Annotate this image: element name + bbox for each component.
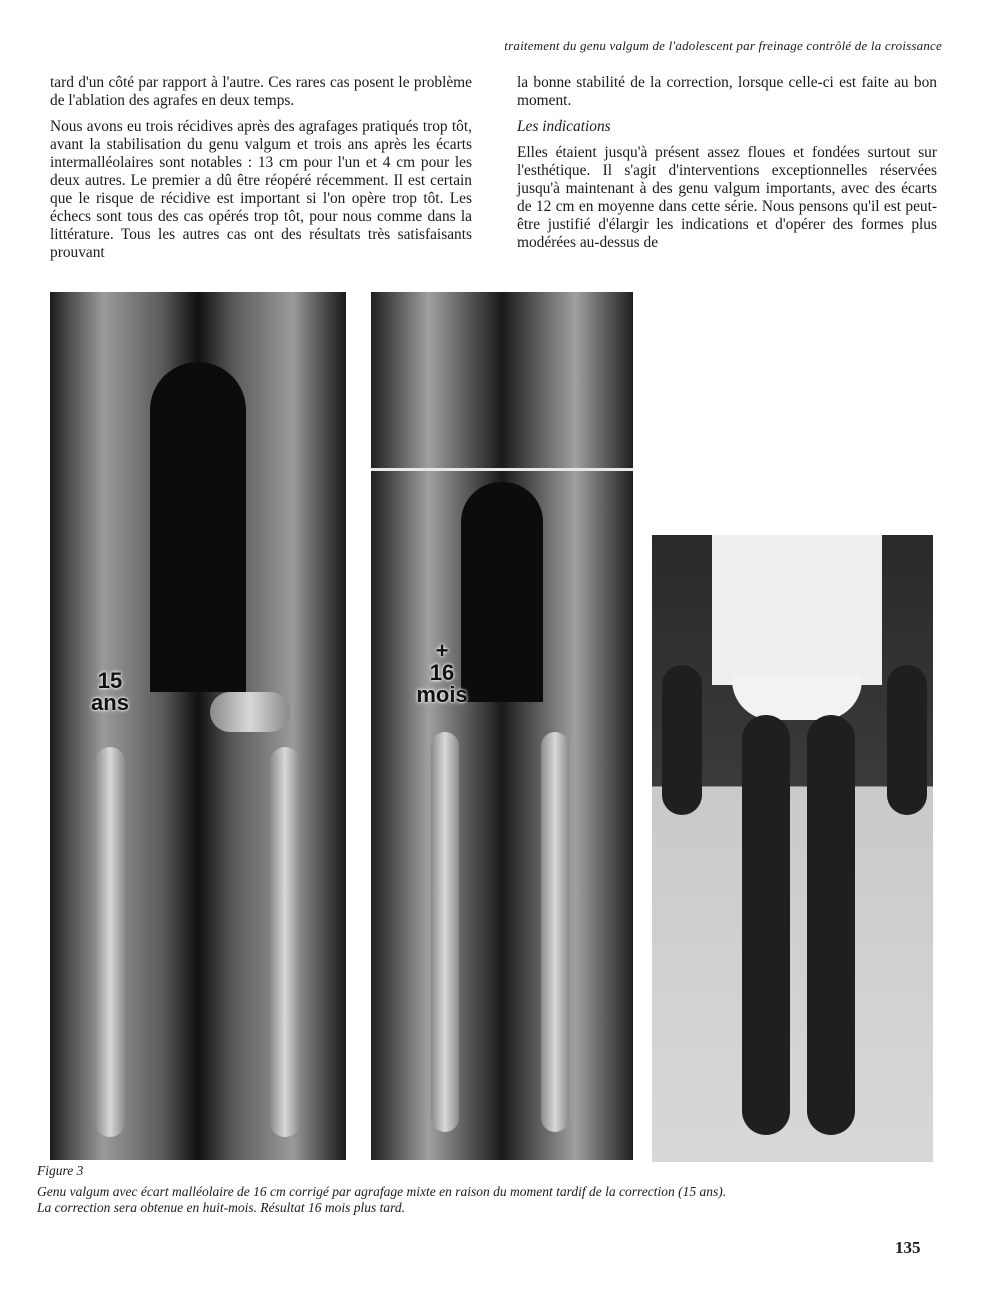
- arm-right: [887, 665, 927, 815]
- section-subheading: Les indications: [517, 118, 611, 135]
- followup-label: + 16 mois: [416, 638, 468, 707]
- left-column: [50, 74, 472, 270]
- arm-left: [662, 665, 702, 815]
- knee-right-femur: [210, 692, 290, 732]
- right-paragraph-1: la bonne stabilité de la correction, lorsque celle-ci est faite au bon moment.: [517, 74, 937, 109]
- xray-image-preop: [50, 292, 346, 1160]
- caption-line-2: La correction sera obtenue en huit-mois. Résultat 16 mois plus tard.: [37, 1200, 405, 1215]
- right-paragraph-2: Elles étaient jusqu'à présent assez floues et fondées surtout sur l'esthétique. Il s'agit d'interventions exceptionnelles réservées jusqu'à maintenant à des genu valgum importants, avec des écarts de 12 cm en moyenne dans cette série. Nous pensons qu'il est peut-être justifié d'élargir les indications et d'opérer des formes plus modérées au-dessus de: [517, 144, 937, 251]
- left-paragraph-2: Nous avons eu trois récidives après des agrafages pratiqués trop tôt, avant la stabilisation du genu valgum et trois ans après les écarts intermalléolaires sont notables : 13 cm pour l'un et 4 cm pour les deux autres. Le premier a dû être réopéré récemment. Il est certain que le risque de récidive est important si l'on opère trop tôt. Les échecs sont tous des cas opérés trop tôt, pour nous comme dans la littérature. Tous les autres cas ont des résultats très satisfaisants prouvant: [50, 118, 472, 261]
- leg-left: [742, 715, 790, 1135]
- age-label: 15 ans: [91, 668, 129, 715]
- leg-right: [807, 715, 855, 1135]
- undergarment-bottom: [732, 675, 862, 720]
- right-column: [517, 74, 937, 260]
- xray-shadow: [150, 362, 246, 692]
- image-splice-line: [371, 468, 633, 471]
- tibia-right: [541, 732, 569, 1132]
- tibia-left: [95, 747, 125, 1137]
- patient-photo: [652, 535, 933, 1162]
- left-paragraph-1: tard d'un côté par rapport à l'autre. Ces rares cas posent le problème de l'ablation des agrafes en deux temps.: [50, 74, 472, 109]
- undergarment-top: [712, 535, 882, 685]
- page-number: 135: [895, 1238, 921, 1257]
- xray-image-postop: [371, 292, 633, 1160]
- caption-line-1: Genu valgum avec écart malléolaire de 16 cm corrigé par agrafage mixte en raison du moment tardif de la correction (15 ans).: [37, 1184, 727, 1199]
- tibia-right: [270, 747, 300, 1137]
- tibia-left: [431, 732, 459, 1132]
- running-head: traitement du genu valgum de l'adolescent par freinage contrôlé de la croissance: [504, 38, 942, 53]
- figure-caption: [37, 1184, 917, 1216]
- figure-title: Figure 3: [37, 1163, 84, 1178]
